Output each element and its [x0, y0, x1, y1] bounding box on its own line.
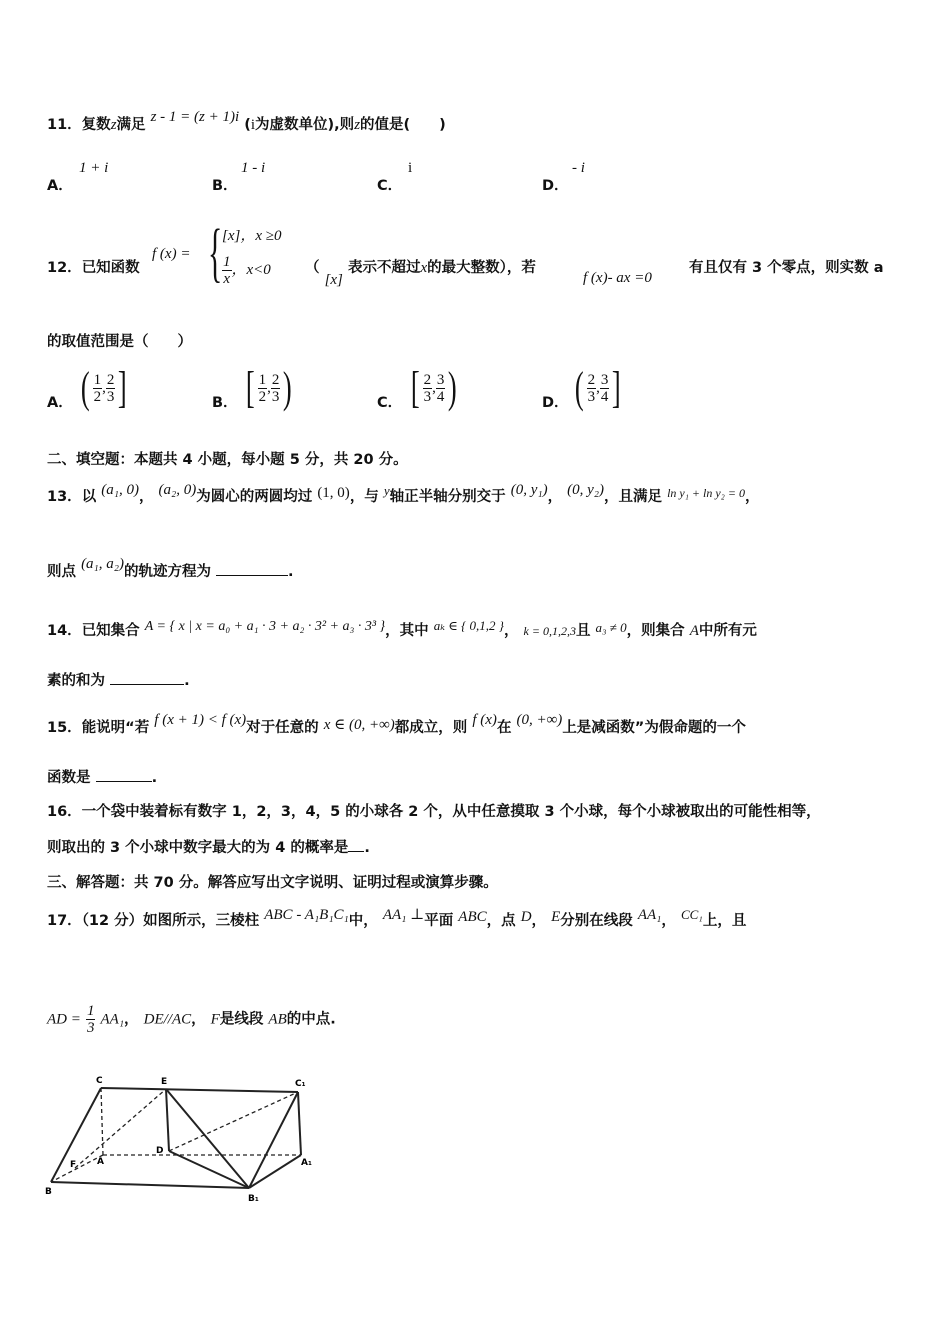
label-a1: A₁ [301, 1158, 312, 1168]
q11-option-c-label: C． [377, 178, 403, 194]
q13-answer-blank[interactable] [216, 575, 288, 576]
q12-option-c-label: C． [377, 395, 403, 411]
q12-case1: [x]，x ≥0 [222, 228, 282, 244]
solid-edges [51, 1088, 301, 1188]
q12-equation: f (x)- ax =0 [583, 270, 652, 286]
q12-option-d-interval: ( $\frac{2}{3}$ , $\frac{3}{4}$ ] [574, 363, 622, 412]
section-3-heading: 三、解答题：共 70 分。解答应写出文字说明、证明过程或演算步骤。 [47, 875, 498, 891]
q17-line2: AD = $\frac{1}{3}$ AA₁， DE//AC， F是线段 AB的中点. [47, 1003, 336, 1036]
q12-case2: $\frac{1}{x}$ ，x<0 [223, 254, 271, 287]
prism-figure [40, 1070, 330, 1210]
label-c: C [96, 1076, 103, 1086]
q14-answer-blank[interactable] [110, 684, 184, 685]
q11-option-c-value: i [408, 160, 413, 176]
q11-option-a-label: A． [47, 178, 73, 194]
q12-option-a-interval: ( $\frac{1}{2}$ , $\frac{2}{3}$ ] [80, 363, 128, 412]
label-a: A [97, 1157, 104, 1167]
q11-equation: z - 1 = (z + 1)i [150, 109, 240, 125]
q12-brace: { [208, 216, 223, 289]
label-c1: C₁ [295, 1079, 306, 1089]
label-e: E [161, 1077, 168, 1087]
q12-option-b-interval: [ $\frac{1}{2}$ , $\frac{2}{3}$ ) [245, 363, 293, 412]
q15-line1: 15．能说明“若 f (x + 1) < f (x)对于任意的 x ∈ (0, +∞)都成立，则 f (x)在 (0, +∞)上是减函数”为假命题的一个 [47, 712, 746, 736]
q11-option-d-value: - i [572, 160, 585, 176]
q12-option-a-label: A． [47, 395, 73, 411]
q11-option-d-label: D． [542, 178, 569, 194]
q16-answer-blank[interactable] [348, 851, 364, 852]
q14-line1: 14．已知集合 A = { x | x = a₀ + a₁ · 3 + a₂ · 3² + a₃ · 3³ }，其中 aₖ ∈ { 0,1,2 }， k = 0,1,2,3且 a₃ ≠ 0，则集合 A中所有元 [47, 618, 757, 639]
q12-option-b-label: B． [212, 395, 238, 411]
q16-line1: 16．一个袋中装着标有数字 1，2，3，4，5 的小球各 2 个，从中任意摸取 3 个小球，每个小球被取出的可能性相等， [47, 804, 821, 820]
q15-answer-blank[interactable] [96, 781, 152, 782]
q13-line1: 13．以 (a₁, 0)， (a₂, 0)为圆心的两圆均过 (1, 0)，与 y轴正半轴分别交于 (0, y₁)， (0, y₂)，且满足 $^{ln y_1 + ln y_2 = 0}$， [47, 482, 760, 505]
q17-line1: 17．（12 分）如图所示，三棱柱 ABC - A₁B₁C₁中， AA₁ ⊥平面 ABC，点 D， E分别在线段 AA₁， CC₁上，且 [47, 907, 747, 929]
label-f: F [70, 1160, 77, 1170]
q13-line2: 则点 (a₁, a₂)的轨迹方程为 . [47, 556, 294, 580]
label-b1: B₁ [248, 1194, 259, 1204]
q11-stem: 11．复数z满足 z - 1 = (z + 1)i (i为虚数单位),则z的值是( ) [47, 109, 446, 133]
q11-option-a-value: 1 + i [79, 160, 109, 176]
label-b: B [45, 1187, 52, 1197]
q12-option-d-label: D． [542, 395, 569, 411]
q12-option-c-interval: [ $\frac{2}{3}$ , $\frac{3}{4}$ ) [410, 363, 458, 412]
q12-range-prompt: 的取值范围是（ ） [47, 334, 192, 350]
q15-line2: 函数是 . [47, 770, 158, 786]
q12-function-name: f (x) = [152, 246, 191, 262]
q12-prefix: 12．已知函数 [47, 260, 140, 276]
q11-option-b-value: 1 - i [241, 160, 266, 176]
q12-note: （ [x] 表示不超过x的最大整数），若 [305, 260, 536, 288]
q16-line2: 则取出的 3 个小球中数字最大的为 4 的概率是 . [47, 840, 370, 856]
section-2-heading: 二、填空题：本题共 4 小题，每小题 5 分，共 20 分。 [47, 452, 408, 468]
q14-line2: 素的和为 . [47, 673, 190, 689]
q12-tail: 有且仅有 3 个零点，则实数 a [689, 260, 884, 276]
label-d: D [156, 1146, 164, 1156]
q11-option-b-label: B． [212, 178, 238, 194]
